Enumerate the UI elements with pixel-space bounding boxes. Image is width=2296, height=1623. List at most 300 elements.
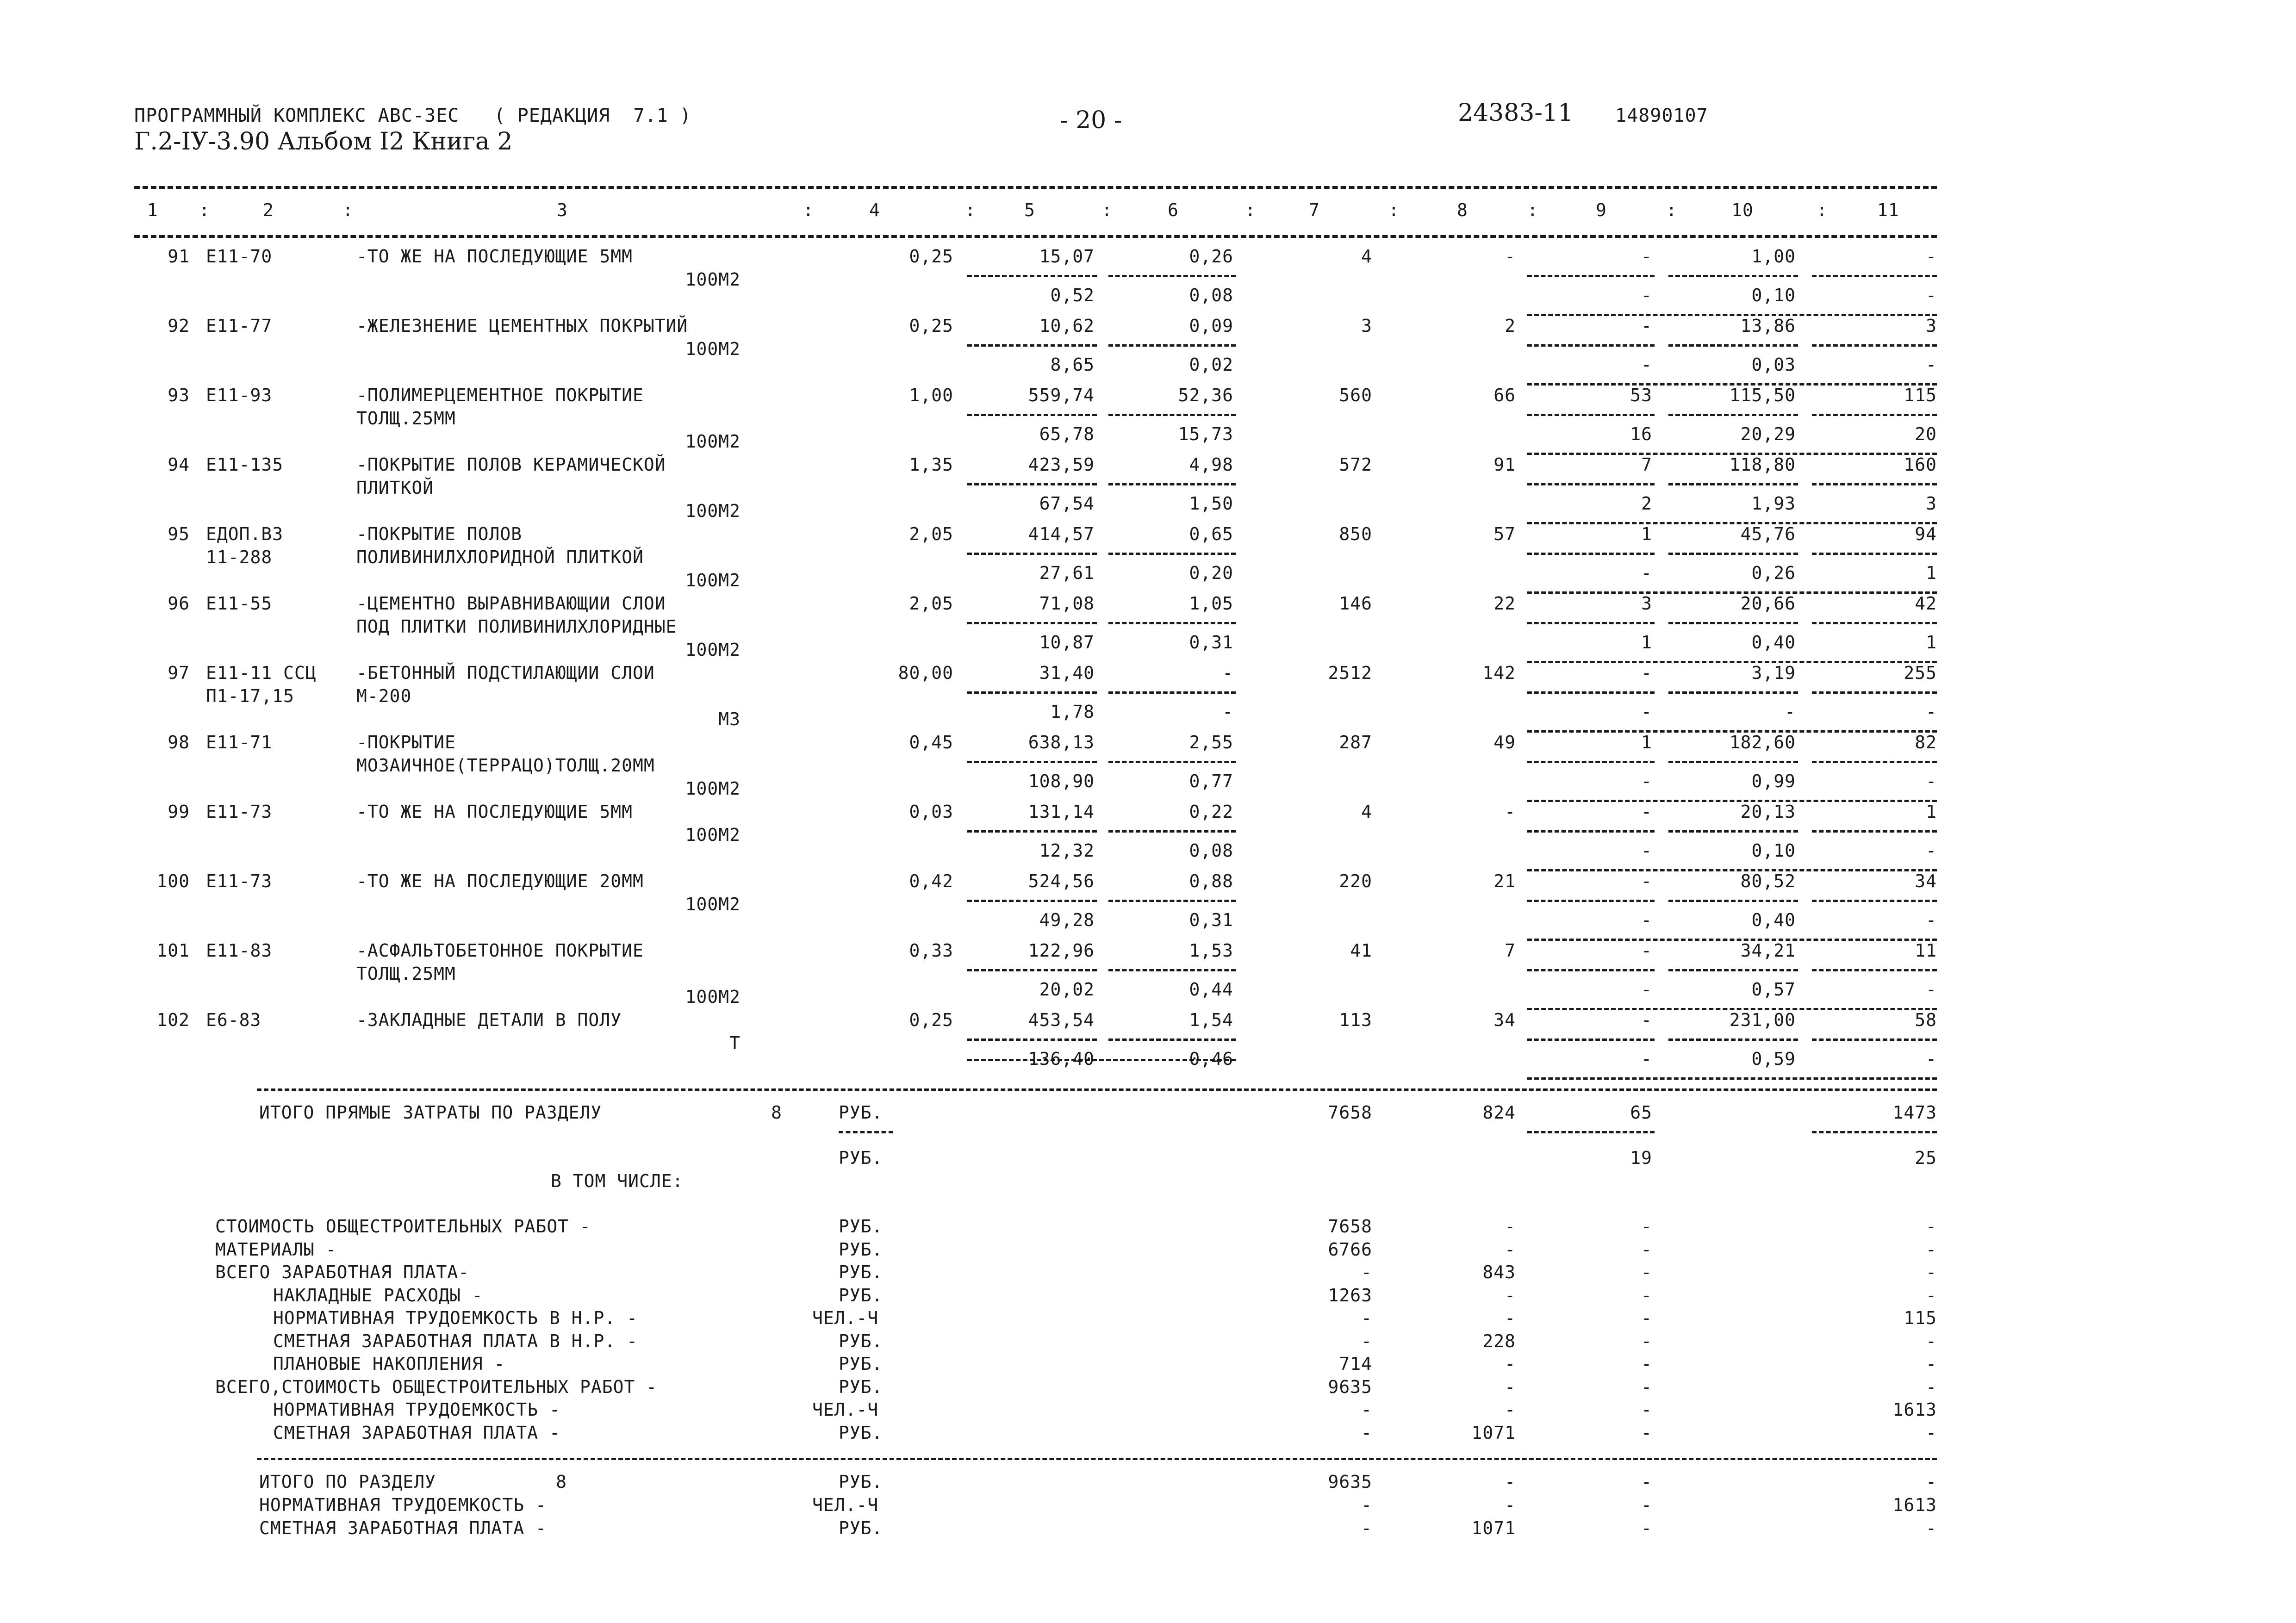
unit-measure: 100М2 — [685, 894, 740, 914]
labor-norm: 3,19 — [1751, 663, 1796, 683]
machine-wages: 0,46 — [1189, 1049, 1233, 1069]
machine-cost: 2,55 — [1189, 732, 1233, 752]
item-code: Е11-73 — [206, 802, 273, 822]
labor-total: - — [1926, 1331, 1937, 1351]
cell-divider — [1108, 553, 1236, 555]
unit-wages: 1,78 — [1050, 702, 1095, 722]
cell-divider — [1108, 969, 1236, 971]
total-cost: 9635 — [1328, 1472, 1372, 1492]
total-machine-wages: - — [1641, 285, 1652, 305]
unit-cost: 559,74 — [1028, 385, 1095, 405]
machine-cost: 0,65 — [1189, 524, 1233, 544]
total-wages: 824 — [1482, 1102, 1516, 1123]
row-number: 96 — [168, 593, 190, 614]
cell-divider — [1668, 622, 1798, 624]
labor-total: - — [1926, 1422, 1937, 1443]
total-cost: 4 — [1361, 246, 1372, 267]
unit-cost: 638,13 — [1028, 732, 1095, 752]
item-code: Е11-135 — [206, 454, 284, 475]
total-cost: 287 — [1339, 732, 1372, 752]
column-header: 7 — [1309, 200, 1320, 220]
unit-cost: 71,08 — [1039, 593, 1095, 614]
machine-wages: 0,20 — [1189, 563, 1233, 583]
unit-label: РУБ. — [839, 1102, 883, 1123]
machine-cost: 52,36 — [1178, 385, 1233, 405]
labor-total: - — [1926, 1472, 1937, 1492]
total-wages: 57 — [1493, 524, 1516, 544]
total-wages: - — [1505, 246, 1516, 267]
cell-divider — [1668, 691, 1798, 694]
quantity: 0,25 — [909, 1010, 953, 1030]
total-machine: - — [1641, 1422, 1652, 1443]
total-machine-wages: 16 — [1630, 424, 1652, 444]
cell-divider — [1668, 1038, 1798, 1041]
album-title: Г.2-IУ-3.90 Альбом I2 Книга 2 — [134, 128, 513, 155]
total-wages: 1071 — [1471, 1422, 1516, 1443]
labor-norm-machine: 0,59 — [1751, 1049, 1796, 1069]
cell-divider — [1527, 800, 1937, 802]
unit-cost: 31,40 — [1039, 663, 1095, 683]
item-code: 11-288 — [206, 547, 273, 567]
cell-divider — [1108, 830, 1236, 833]
labor-total: 255 — [1904, 663, 1937, 683]
labor-total: - — [1926, 1285, 1937, 1306]
total-machine: - — [1641, 1239, 1652, 1260]
section-number: 8 — [556, 1472, 567, 1492]
unit-wages: 108,90 — [1028, 771, 1095, 791]
total-wages: - — [1505, 1308, 1516, 1328]
item-code: Е11-70 — [206, 246, 273, 267]
item-name: -ТО ЖЕ НА ПОСЛЕДУЮЩИЕ 5ММ — [356, 246, 633, 267]
total-machine-wages: - — [1641, 771, 1652, 791]
cell-divider — [967, 761, 1097, 763]
cell-divider — [1668, 830, 1798, 833]
quantity: 0,42 — [909, 871, 953, 891]
machine-cost: - — [1222, 663, 1233, 683]
unit-label: РУБ. — [839, 1422, 883, 1443]
labor-total-machine: - — [1926, 979, 1937, 1000]
column-separator: : — [1527, 200, 1538, 220]
labor-norm-machine: 0,99 — [1751, 771, 1796, 791]
quantity: 0,25 — [909, 316, 953, 336]
cell-divider — [1812, 414, 1937, 416]
labor-norm: 20,13 — [1740, 802, 1796, 822]
cell-divider — [967, 622, 1097, 624]
column-separator: : — [199, 200, 210, 220]
cell-divider — [839, 1131, 893, 1133]
machine-wages: 0,31 — [1189, 910, 1233, 930]
quantity: 2,05 — [909, 524, 953, 544]
total-machine-wages: - — [1641, 910, 1652, 930]
cell-divider — [1812, 969, 1937, 971]
breakdown-label: НОРМАТИВНАЯ ТРУДОЕМКОСТЬ - — [273, 1399, 560, 1420]
cell-divider — [1668, 900, 1798, 902]
total-wages: - — [1505, 1495, 1516, 1515]
unit-measure: 100М2 — [685, 987, 740, 1007]
unit-label: РУБ. — [839, 1148, 883, 1168]
total-wages: 843 — [1482, 1262, 1516, 1282]
total-machine: - — [1641, 1285, 1652, 1306]
labor-norm-machine: 0,03 — [1751, 354, 1796, 375]
unit-cost: 414,57 — [1028, 524, 1095, 544]
quantity: 0,25 — [909, 246, 953, 267]
unit-wages: 67,54 — [1039, 493, 1095, 514]
total-cost: 560 — [1339, 385, 1372, 405]
cell-divider — [1108, 1038, 1236, 1041]
cell-divider — [1527, 939, 1937, 941]
unit-measure: 100М2 — [685, 339, 740, 359]
row-number: 99 — [168, 802, 190, 822]
breakdown-label: ВСЕГО ЗАРАБОТНАЯ ПЛАТА- — [215, 1262, 470, 1282]
labor-total: 11 — [1915, 940, 1937, 961]
cell-divider — [967, 830, 1097, 833]
labor-total: - — [1926, 1354, 1937, 1374]
item-code: Е11-11 ССЦ — [206, 663, 317, 683]
item-code: Е11-71 — [206, 732, 273, 752]
cell-divider — [1527, 344, 1655, 347]
unit-cost: 453,54 — [1028, 1010, 1095, 1030]
total-cost: 2512 — [1328, 663, 1372, 683]
labor-norm: 231,00 — [1729, 1010, 1796, 1030]
total-wages: - — [1505, 1399, 1516, 1420]
cell-divider — [1812, 483, 1937, 485]
item-code: ЕДОП.В3 — [206, 524, 284, 544]
total-direct-label: ИТОГО ПРЯМЫЕ ЗАТРАТЫ ПО РАЗДЕЛУ — [259, 1102, 602, 1123]
labor-norm-machine: 0,10 — [1751, 840, 1796, 861]
cell-divider — [1812, 344, 1937, 347]
cell-divider — [1668, 414, 1798, 416]
totals-rule — [257, 1458, 1937, 1460]
labor-total: 115 — [1904, 385, 1937, 405]
column-separator: : — [1388, 200, 1400, 220]
cell-divider — [967, 344, 1097, 347]
cell-divider — [1527, 522, 1937, 524]
cell-divider — [1527, 869, 1937, 871]
item-code: Е11-73 — [206, 871, 273, 891]
cell-divider — [1812, 761, 1937, 763]
program-title: ПРОГРАММНЫЙ КОМПЛЕКС АВС-3ЕС ( РЕДАКЦИЯ 7.1 ) — [134, 105, 691, 126]
row-number: 92 — [168, 316, 190, 336]
total-wages: - — [1505, 1472, 1516, 1492]
page-number: - 20 - — [1060, 106, 1122, 134]
labor-norm: 80,52 — [1740, 871, 1796, 891]
column-separator: : — [1101, 200, 1113, 220]
labor-total-machine: - — [1926, 354, 1937, 375]
total-machine-wages: - — [1641, 840, 1652, 861]
labor-total: 1613 — [1892, 1399, 1937, 1420]
cell-divider — [1108, 344, 1236, 347]
labor-norm-machine: 0,40 — [1751, 910, 1796, 930]
column-separator: : — [965, 200, 976, 220]
cell-divider — [1108, 691, 1236, 694]
cell-divider — [1668, 553, 1798, 555]
section-total-label: СМЕТНАЯ ЗАРАБОТНАЯ ПЛАТА - — [259, 1518, 547, 1538]
labor-total: 58 — [1915, 1010, 1937, 1030]
labor-total: - — [1926, 1216, 1937, 1237]
cell-divider — [1527, 761, 1655, 763]
item-name: -АСФАЛЬТОБЕТОННОЕ ПОКРЫТИЕ — [356, 940, 644, 961]
total-cost: 1263 — [1328, 1285, 1372, 1306]
cell-divider — [1812, 553, 1937, 555]
labor-total-machine: - — [1926, 840, 1937, 861]
item-name: ПОД ПЛИТКИ ПОЛИВИНИЛХЛОРИДНЫЕ — [356, 616, 677, 637]
labor-total: 94 — [1915, 524, 1937, 544]
unit-cost: 10,62 — [1039, 316, 1095, 336]
cell-divider — [1812, 900, 1937, 902]
cell-divider — [1812, 1038, 1937, 1041]
section-number: 8 — [771, 1102, 782, 1123]
labor-norm-machine: 0,40 — [1751, 632, 1796, 653]
total-wages: 1071 — [1471, 1518, 1516, 1538]
column-header: 2 — [263, 200, 274, 220]
labor-total-machine: 3 — [1926, 493, 1937, 514]
item-code: П1-17,15 — [206, 686, 295, 706]
labor-total: - — [1926, 1262, 1937, 1282]
labor-norm: 20,66 — [1740, 593, 1796, 614]
cell-divider — [1668, 761, 1798, 763]
column-header: 3 — [557, 200, 568, 220]
labor-total: 82 — [1915, 732, 1937, 752]
row-number: 91 — [168, 246, 190, 267]
machine-wages: 0,02 — [1189, 354, 1233, 375]
cell-divider — [1527, 553, 1655, 555]
breakdown-label: НОРМАТИВНАЯ ТРУДОЕМКОСТЬ В Н.Р. - — [273, 1308, 638, 1328]
total-machine: - — [1641, 1308, 1652, 1328]
cell-divider — [1527, 691, 1655, 694]
cell-divider — [1812, 1131, 1937, 1133]
total-machine-wages: - — [1641, 354, 1652, 375]
labor-norm-machine: 20,29 — [1740, 424, 1796, 444]
total-machine: 7 — [1641, 454, 1652, 475]
cell-divider — [1527, 830, 1655, 833]
machine-cost: 0,26 — [1189, 246, 1233, 267]
cell-divider — [967, 553, 1097, 555]
labor-norm: 45,76 — [1740, 524, 1796, 544]
unit-measure: 100М2 — [685, 570, 740, 591]
total-machine: 3 — [1641, 593, 1652, 614]
labor-total-machine: 25 — [1915, 1148, 1937, 1168]
labor-total-machine: - — [1926, 1049, 1937, 1069]
breakdown-label: ВСЕГО,СТОИМОСТЬ ОБЩЕСТРОИТЕЛЬНЫХ РАБОТ - — [215, 1376, 658, 1397]
labor-total: - — [1926, 1518, 1937, 1538]
labor-total-machine: 1 — [1926, 632, 1937, 653]
total-cost: - — [1361, 1422, 1372, 1443]
total-wages: 2 — [1505, 316, 1516, 336]
machine-wages: 0,77 — [1189, 771, 1233, 791]
cell-divider — [1812, 830, 1937, 833]
column-separator: : — [1817, 200, 1828, 220]
cell-divider — [967, 969, 1097, 971]
cell-divider — [1108, 622, 1236, 624]
unit-label: РУБ. — [839, 1518, 883, 1538]
item-name: -ЦЕМЕНТНО ВЫРАВНИВАЮЩИИ СЛОИ — [356, 593, 666, 614]
machine-cost: 1,53 — [1189, 940, 1233, 961]
total-machine: - — [1641, 1376, 1652, 1397]
labor-norm-machine: 0,57 — [1751, 979, 1796, 1000]
cell-divider — [1668, 275, 1798, 277]
cell-divider — [1812, 691, 1937, 694]
item-code: Е11-93 — [206, 385, 273, 405]
unit-label: РУБ. — [839, 1376, 883, 1397]
item-name: -ЗАКЛАДНЫЕ ДЕТАЛИ В ПОЛУ — [356, 1010, 622, 1030]
labor-norm: 115,50 — [1729, 385, 1796, 405]
labor-norm: 118,80 — [1729, 454, 1796, 475]
column-separator: : — [1245, 200, 1256, 220]
item-name: -ТО ЖЕ НА ПОСЛЕДУЮЩИЕ 5ММ — [356, 802, 633, 822]
total-wages: - — [1505, 1216, 1516, 1237]
column-header: 6 — [1168, 200, 1179, 220]
unit-label: РУБ. — [839, 1354, 883, 1374]
labor-total-machine: 1 — [1926, 563, 1937, 583]
total-machine: - — [1641, 1216, 1652, 1237]
total-cost: 220 — [1339, 871, 1372, 891]
total-machine-wages: - — [1641, 702, 1652, 722]
cell-divider — [1527, 622, 1655, 624]
labor-norm-machine: 0,10 — [1751, 285, 1796, 305]
cell-divider — [1108, 761, 1236, 763]
unit-measure: Т — [729, 1033, 740, 1053]
total-cost: 572 — [1339, 454, 1372, 475]
total-wages: 22 — [1493, 593, 1516, 614]
item-code: Е11-77 — [206, 316, 273, 336]
machine-cost: 0,09 — [1189, 316, 1233, 336]
labor-total: 1613 — [1892, 1495, 1937, 1515]
total-cost: 7658 — [1328, 1216, 1372, 1237]
machine-wages: 0,44 — [1189, 979, 1233, 1000]
total-machine: - — [1641, 1010, 1652, 1030]
unit-label: ЧЕЛ.-Ч — [812, 1399, 879, 1420]
cell-divider — [1668, 969, 1798, 971]
labor-total: 115 — [1904, 1308, 1937, 1328]
total-machine: - — [1641, 802, 1652, 822]
quantity: 0,33 — [909, 940, 953, 961]
total-machine: - — [1641, 940, 1652, 961]
labor-norm-machine: 1,93 — [1751, 493, 1796, 514]
unit-label: РУБ. — [839, 1216, 883, 1237]
labor-norm-machine: - — [1785, 702, 1796, 722]
column-header: 5 — [1024, 200, 1035, 220]
unit-measure: 100М2 — [685, 825, 740, 845]
labor-total: 1473 — [1892, 1102, 1937, 1123]
column-header: 4 — [869, 200, 880, 220]
machine-wages: 1,50 — [1189, 493, 1233, 514]
total-cost: - — [1361, 1495, 1372, 1515]
item-name: ПЛИТКОЙ — [356, 478, 434, 498]
cell-divider — [967, 275, 1097, 277]
machine-cost: 0,22 — [1189, 802, 1233, 822]
quantity: 1,35 — [909, 454, 953, 475]
row-number: 100 — [156, 871, 190, 891]
unit-measure: 100М2 — [685, 778, 740, 799]
labor-norm: 1,00 — [1751, 246, 1796, 267]
total-cost: 6766 — [1328, 1239, 1372, 1260]
machine-cost: 0,88 — [1189, 871, 1233, 891]
cell-divider — [1108, 483, 1236, 485]
unit-measure: М3 — [718, 709, 740, 729]
table-top-rule — [134, 186, 1937, 189]
cell-divider — [967, 900, 1097, 902]
column-header: 10 — [1731, 200, 1754, 220]
total-cost: 4 — [1361, 802, 1372, 822]
cell-divider — [1527, 275, 1655, 277]
total-machine: - — [1641, 871, 1652, 891]
column-header: 8 — [1457, 200, 1468, 220]
column-header: 9 — [1596, 200, 1607, 220]
labor-norm: 34,21 — [1740, 940, 1796, 961]
row-number: 101 — [156, 940, 190, 961]
item-name: ТОЛЩ.25ММ — [356, 964, 456, 984]
including-label: В ТОМ ЧИСЛЕ: — [551, 1171, 684, 1191]
cell-divider — [1527, 1038, 1655, 1041]
labor-total: 34 — [1915, 871, 1937, 891]
unit-measure: 100М2 — [685, 640, 740, 660]
total-wages: - — [1505, 1376, 1516, 1397]
cell-divider — [1527, 661, 1937, 663]
item-name: -ЖЕЛЕЗНЕНИЕ ЦЕМЕНТНЫХ ПОКРЫТИЙ — [356, 316, 688, 336]
cell-divider — [967, 691, 1097, 694]
unit-wages: 10,87 — [1039, 632, 1095, 653]
unit-cost: 122,96 — [1028, 940, 1095, 961]
machine-wages: 0,31 — [1189, 632, 1233, 653]
column-header: 11 — [1877, 200, 1899, 220]
total-machine: - — [1641, 1518, 1652, 1538]
total-wages: - — [1505, 1285, 1516, 1306]
labor-total-machine: 20 — [1915, 424, 1937, 444]
cell-divider — [1527, 314, 1937, 316]
total-cost: 850 — [1339, 524, 1372, 544]
quantity: 0,45 — [909, 732, 953, 752]
unit-wages: 65,78 — [1039, 424, 1095, 444]
unit-wages: 0,52 — [1050, 285, 1095, 305]
total-cost: 7658 — [1328, 1102, 1372, 1123]
cell-divider — [1108, 275, 1236, 277]
labor-total: - — [1926, 246, 1937, 267]
total-wages: - — [1505, 802, 1516, 822]
cell-divider — [1108, 900, 1236, 902]
breakdown-label: СМЕТНАЯ ЗАРАБОТНАЯ ПЛАТА В Н.Р. - — [273, 1331, 638, 1351]
row-number: 95 — [168, 524, 190, 544]
unit-label: РУБ. — [839, 1239, 883, 1260]
cell-divider — [1108, 414, 1236, 416]
total-machine-wages: - — [1641, 979, 1652, 1000]
total-wages: 228 — [1482, 1331, 1516, 1351]
unit-label: РУБ. — [839, 1472, 883, 1492]
unit-wages: 20,02 — [1039, 979, 1095, 1000]
total-cost: - — [1361, 1331, 1372, 1351]
cell-divider — [967, 414, 1097, 416]
labor-total: - — [1926, 1239, 1937, 1260]
cell-divider — [1527, 1131, 1655, 1133]
breakdown-label: СМЕТНАЯ ЗАРАБОТНАЯ ПЛАТА - — [273, 1422, 560, 1443]
table-header-rule — [134, 235, 1937, 238]
item-name: -ПОЛИМЕРЦЕМЕНТНОЕ ПОКРЫТИЕ — [356, 385, 644, 405]
total-cost: - — [1361, 1518, 1372, 1538]
total-cost: - — [1361, 1308, 1372, 1328]
machine-cost: 1,54 — [1189, 1010, 1233, 1030]
unit-wages: 8,65 — [1050, 354, 1095, 375]
labor-total-machine: - — [1926, 910, 1937, 930]
item-name: -ТО ЖЕ НА ПОСЛЕДУЮЩИЕ 20ММ — [356, 871, 644, 891]
labor-total: 160 — [1904, 454, 1937, 475]
labor-norm: 13,86 — [1740, 316, 1796, 336]
total-machine: - — [1641, 1495, 1652, 1515]
labor-total: 42 — [1915, 593, 1937, 614]
total-cost: - — [1361, 1399, 1372, 1420]
total-machine: - — [1641, 1354, 1652, 1374]
row-number: 102 — [156, 1010, 190, 1030]
unit-cost: 15,07 — [1039, 246, 1095, 267]
cell-divider — [1527, 591, 1937, 594]
